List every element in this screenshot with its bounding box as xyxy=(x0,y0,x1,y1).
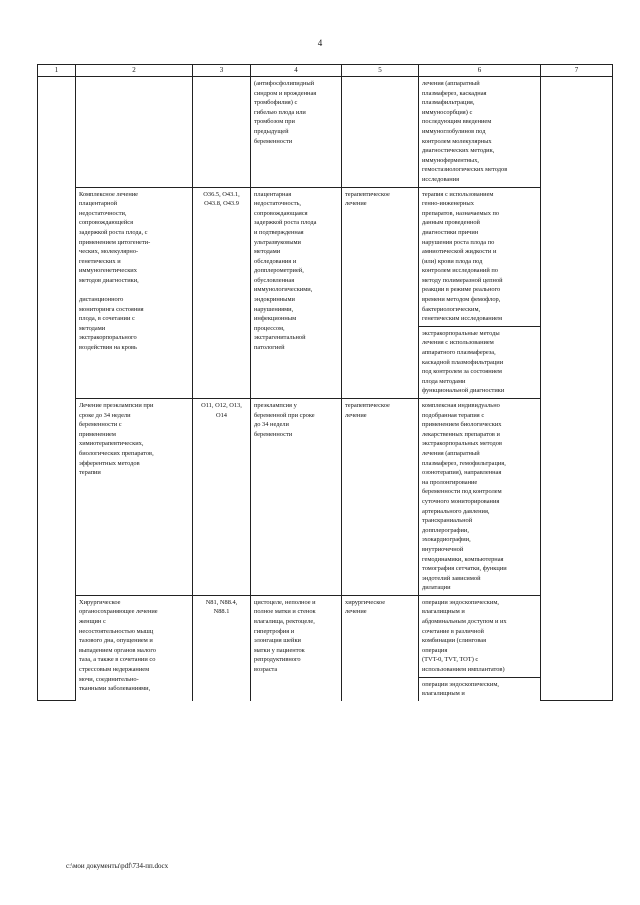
cost-cell xyxy=(541,77,613,701)
text-line: комбинации (слинговая xyxy=(422,637,487,645)
text-line: методов диагностики, xyxy=(79,276,139,284)
text-line: препаратов, назначаемых по xyxy=(422,209,500,217)
text-line: лечения с использованием xyxy=(422,339,494,347)
text-line: воздействия на кровь xyxy=(79,344,137,352)
treatment-type-cell xyxy=(342,595,419,700)
text-line: иммунологическими, xyxy=(254,286,313,294)
text-line: синдром и врожденная xyxy=(254,89,317,97)
text-line: сроке до 34 недели xyxy=(79,411,131,419)
treatment-method-cell xyxy=(419,399,541,596)
text-line: применением цитогенети- xyxy=(79,238,151,246)
text-line: органосохраняющее лечение xyxy=(79,608,158,616)
text-line: абдоминальным доступом и их xyxy=(422,618,507,626)
text-line: N81, N88.4, xyxy=(205,598,238,606)
text-line: женщин с xyxy=(79,618,106,626)
table-row xyxy=(38,187,613,326)
text-line: O11, O12, O13, xyxy=(201,402,242,409)
text-line: беременности под контролем xyxy=(422,488,502,496)
text-line: генно-инженерных xyxy=(422,200,474,208)
text-line: иммуноферментных, xyxy=(422,156,479,164)
text-line: лечение xyxy=(345,411,367,419)
text-line: операции эндоскопическим, xyxy=(422,680,499,688)
text-line: до 34 недели xyxy=(254,421,289,429)
text-line: методами xyxy=(79,324,106,332)
column-header: 3 xyxy=(193,65,251,77)
text-line: гемодинамики, компьютерная xyxy=(422,555,504,563)
text-line: терапии xyxy=(79,469,101,477)
column-header: 1 xyxy=(38,65,76,77)
text-line: данным проведенной xyxy=(422,219,480,227)
text-line: тромбофилия) с xyxy=(254,99,298,107)
method-name-cell xyxy=(76,187,193,398)
text-line: беременности с xyxy=(79,421,122,429)
file-path-footer: c:\мои документы\pdf\734-пп.docx xyxy=(66,862,169,870)
text-line: несостоятельностью мышц xyxy=(79,627,154,635)
text-line: плода, в сочетании с xyxy=(79,315,135,323)
text-line: влагалища, ректоцеле, xyxy=(254,618,315,626)
text-line: дистанционного xyxy=(79,296,124,304)
text-line: Лечение преэклампсии при xyxy=(79,402,154,409)
text-line: последующим введением xyxy=(422,118,492,126)
treatment-type-cell xyxy=(342,77,419,188)
treatment-method-cell xyxy=(419,595,541,677)
text-line: эндотелий зависимой xyxy=(422,574,481,582)
text-line: каскадной плазмофильтрации xyxy=(422,358,504,366)
text-line: N88.1 xyxy=(213,608,230,616)
icd-code-cell xyxy=(193,595,251,700)
text-line: операция xyxy=(422,646,448,654)
text-line: времени методом фемофлор, xyxy=(422,296,501,304)
icd-code-cell xyxy=(193,399,251,596)
procedures-table xyxy=(37,64,613,701)
text-line: экстракорпоральные методы xyxy=(422,329,500,337)
text-line: гемостазиологических методов xyxy=(422,166,508,174)
text-line: плацентарной xyxy=(79,200,118,208)
text-line: транскраниальной xyxy=(422,517,473,525)
text-line: иммуногенетических xyxy=(79,267,137,275)
text-line: плазмаферез, каскадная xyxy=(422,89,487,97)
patient-model-cell xyxy=(251,77,342,188)
text-line: исследования xyxy=(422,175,460,183)
text-line: диагностики причин xyxy=(422,228,479,236)
text-line: методу полимеразной цепной xyxy=(422,276,503,284)
patient-model-cell xyxy=(251,595,342,700)
treatment-type-cell xyxy=(342,187,419,398)
text-line: нарушениями, xyxy=(254,305,294,313)
text-line: внутриочечной xyxy=(422,545,464,553)
patient-model-cell xyxy=(251,187,342,398)
text-line: и подтвержденная xyxy=(254,228,304,236)
text-line: влагалищным и xyxy=(422,690,465,698)
text-line: экстрагенитальной xyxy=(254,334,306,342)
text-line: O43.8, O43.9 xyxy=(204,200,239,208)
treatment-method-cell xyxy=(419,677,541,701)
text-line: применением биологических xyxy=(422,421,502,429)
text-line: иммуносорбция) с xyxy=(422,108,473,116)
text-line: Хирургическое xyxy=(79,598,121,606)
text-line: бактериологическим, xyxy=(422,305,481,313)
text-line: Комплексное лечение xyxy=(79,190,139,198)
text-line: процессом, xyxy=(254,324,285,332)
text-line: (или) крови плода под xyxy=(422,257,483,265)
text-line: недостаточности, xyxy=(79,209,127,217)
text-line: (TVT-0, TVT, TOT) с xyxy=(422,656,479,664)
text-line: диагностических методик, xyxy=(422,147,495,155)
text-line: операции эндоскопическим, xyxy=(422,598,499,606)
text-line: плацентарная xyxy=(254,190,292,198)
text-line: задержкой роста плода xyxy=(254,219,317,227)
text-line: лекарственных препаратов и xyxy=(422,430,500,438)
text-line: O14 xyxy=(215,411,227,419)
column-header: 2 xyxy=(76,65,193,77)
text-line: амниотической жидкости и xyxy=(422,248,497,256)
text-line: мочи, соединительно- xyxy=(79,675,139,683)
text-line: гибелью плода или xyxy=(254,108,306,116)
header-row xyxy=(38,65,613,77)
text-line: эфферентных методов xyxy=(79,459,140,467)
text-line: генетических и xyxy=(79,257,121,265)
text-line: хирургическое xyxy=(345,598,386,606)
text-line: (антифосфолипидный xyxy=(254,80,315,87)
text-line: генетическим исследованием xyxy=(422,315,503,323)
text-line: мониторинга состояния xyxy=(79,305,144,313)
text-line: сопровождающаяся xyxy=(254,209,308,217)
text-line: дилатации xyxy=(422,584,451,592)
text-line: возраста xyxy=(254,666,278,674)
text-line: плазмафильтрация, xyxy=(422,99,475,107)
text-line: таза, а также в сочетании со xyxy=(79,656,156,664)
text-line: допплерографии, xyxy=(422,526,469,534)
text-line: экстракорпорального xyxy=(79,334,137,342)
text-line: недостаточность, xyxy=(254,200,302,208)
icd-code-cell xyxy=(193,187,251,398)
text-line: применением xyxy=(79,430,116,438)
treatment-method-cell xyxy=(419,77,541,188)
table-row xyxy=(38,595,613,677)
text-line: лечения (аппаратный xyxy=(422,449,480,457)
text-line: комплексная индивидуально xyxy=(422,402,500,409)
text-line: иммуноглобулинов под xyxy=(422,127,486,135)
text-line: контролем молекулярных xyxy=(422,137,492,145)
text-line: химиотерапевтических, xyxy=(79,440,144,448)
column-header: 6 xyxy=(419,65,541,77)
text-line: тазового дна, опущением и xyxy=(79,637,153,645)
text-line: стрессовым недержанием xyxy=(79,666,150,674)
method-name-cell xyxy=(76,595,193,700)
text-line: беременности xyxy=(254,430,293,438)
text-line: беременности xyxy=(254,137,293,145)
text-line: предыдущей xyxy=(254,127,289,135)
column-header: 5 xyxy=(342,65,419,77)
text-line: экстракорпоральных методов xyxy=(422,440,502,448)
text-line: преэклампсия у xyxy=(254,402,297,409)
text-line: томография сетчатки, функции xyxy=(422,565,507,573)
treatment-method-cell xyxy=(419,187,541,326)
text-line: эндокринными xyxy=(254,296,295,304)
text-line: эхокардиографии, xyxy=(422,536,471,544)
method-name-cell xyxy=(76,77,193,188)
text-line: влагалищным и xyxy=(422,608,465,616)
text-line: сопровождающейся xyxy=(79,219,134,227)
text-line: ультразвуковыми xyxy=(254,238,301,246)
text-line: плазмаферез, гемофильтрация, xyxy=(422,459,506,467)
page-number: 4 xyxy=(317,38,323,48)
text-line: элонгация шейки xyxy=(254,637,301,645)
text-line: суточного мониторирования xyxy=(422,497,500,505)
treatment-method-cell xyxy=(419,326,541,398)
text-line: терапевтическое xyxy=(345,402,390,409)
icd-code-cell xyxy=(193,77,251,188)
text-line: выпадением органов малого xyxy=(79,646,156,654)
text-line: сочетание в различной xyxy=(422,627,484,635)
column-header: 4 xyxy=(251,65,342,77)
text-line: методами xyxy=(254,248,281,256)
text-line: обследования и xyxy=(254,257,297,265)
text-line: терапевтическое xyxy=(345,190,390,198)
text-line: матки у пациенток xyxy=(254,646,305,654)
text-line: нарушения роста плода по xyxy=(422,238,495,246)
text-line: подобранная терапия с xyxy=(422,411,485,419)
table-row xyxy=(38,399,613,596)
text-line: тканными заболеваниями, xyxy=(79,685,151,693)
text-line: полное матки и стенок xyxy=(254,608,316,616)
method-name-cell xyxy=(76,399,193,596)
text-line: допплерометрией, xyxy=(254,267,304,275)
text-line: гипертрофия и xyxy=(254,627,295,635)
text-line: лечения (аппаратный xyxy=(422,80,480,87)
text-line: терапия с использованием xyxy=(422,190,494,198)
text-line: использованием имплантатов) xyxy=(422,666,505,674)
text-line: задержкой роста плода, с xyxy=(79,228,148,236)
number-cell xyxy=(38,77,76,701)
text-line: на пролонгирование xyxy=(422,478,478,486)
text-line: артериального давления, xyxy=(422,507,490,515)
text-line: аппаратного плазмафереза, xyxy=(422,349,496,357)
text-line: функциональной диагностики xyxy=(422,387,505,395)
text-line: беременной при сроке xyxy=(254,411,315,419)
text-line: лечение xyxy=(345,608,367,616)
text-line: инфекционным xyxy=(254,315,297,323)
text-line: цистоцеле, неполное и xyxy=(254,598,316,606)
text-line: патологией xyxy=(254,344,285,352)
text-line: под контролем за состоянием xyxy=(422,368,502,376)
text-line: озонотерапия), направленная xyxy=(422,469,502,477)
text-line: лечение xyxy=(345,200,367,208)
text-line: тромбозом при xyxy=(254,118,295,126)
text-line: контролем исследований по xyxy=(422,267,498,275)
table-row xyxy=(38,77,613,188)
column-header: 7 xyxy=(541,65,613,77)
treatment-type-cell xyxy=(342,399,419,596)
text-line: биологических препаратов, xyxy=(79,449,154,457)
text-line: плода методами xyxy=(422,377,466,385)
text-line: обусловленная xyxy=(254,276,295,284)
text-line xyxy=(79,285,189,295)
text-line: O36.5, O43.1, xyxy=(203,190,240,198)
text-line: репродуктивного xyxy=(254,656,301,664)
text-line: ческих, молекулярно- xyxy=(79,248,139,256)
patient-model-cell xyxy=(251,399,342,596)
text-line: реакции в режиме реального xyxy=(422,286,501,294)
